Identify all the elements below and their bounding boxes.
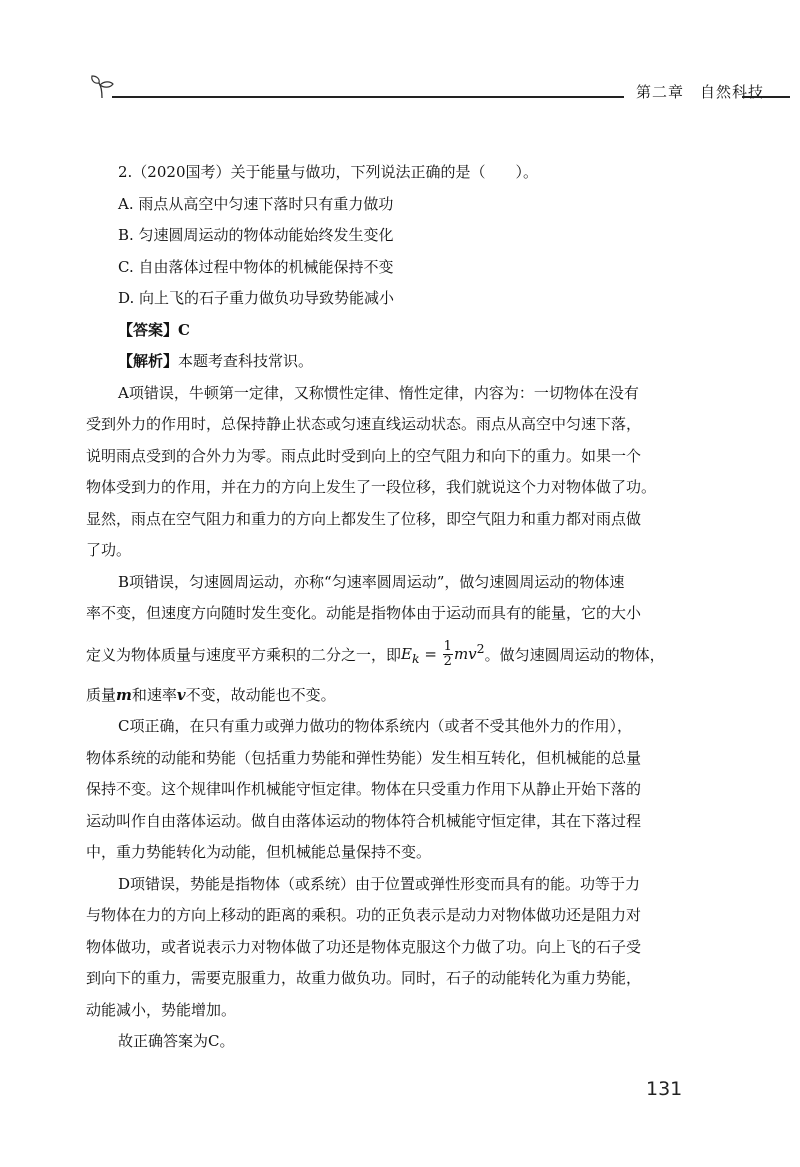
paragraph-b (86, 567, 698, 712)
formula-energy-symbol: E (401, 644, 412, 663)
chapter-title: 第二章 自然科技 (636, 83, 765, 101)
paragraph-b-line: 率不变，但速度方向随时发生变化。动能是指物体由于运动而具有的能量，它的大小 (86, 604, 642, 622)
paragraph-d (86, 869, 698, 1027)
answer-value: C (178, 320, 190, 339)
paragraph-a-line: 说明雨点受到的合外力为零。雨点此时受到向上的空气阻力和向下的重力。如果一个 (86, 446, 642, 465)
paragraph-d-line: 与物体在力的方向上移动的距离的乘积。功的正负表示是动力对物体做功还是阻力对 (86, 906, 642, 924)
paragraph-c-line: 中，重力势能转化为动能，但机械能总量保持不变。 (86, 843, 432, 861)
paragraph-a-line: 受到外力的作用时，总保持静止状态或匀速直线运动状态。雨点从高空中匀速下落， (86, 415, 642, 433)
text-segment: 不变，故动能也不变。 (185, 685, 336, 704)
kinetic-energy-formula-line (86, 630, 698, 672)
formula-fraction (443, 640, 453, 669)
speed-symbol: v (176, 685, 186, 704)
running-header (88, 72, 790, 106)
formula-subscript: k (411, 650, 420, 666)
paragraph-c-line: C项正确，在只有重力或弹力做功的物体系统内（或者不受其他外力的作用）， (118, 717, 632, 735)
analysis-tag: 【解析】 (118, 352, 179, 370)
option-c: C. 自由落体过程中物体的机械能保持不变 (118, 257, 394, 276)
paragraph-d-line: 动能减小，势能增加。 (86, 1000, 237, 1019)
formula-mass: m (453, 644, 469, 663)
option-d: D. 向上飞的石子重力做负功导致势能减小 (118, 289, 395, 307)
paragraph-a-line: 物体受到力的作用，并在力的方向上发生了一段位移，我们就说这个力对物体做了功。 (86, 478, 657, 496)
answer-line (86, 315, 698, 347)
paragraph-c-line: 保持不变。这个规律叫作机械能守恒定律。物体在只受重力作用下从静止开始下落的 (86, 780, 642, 798)
mass-symbol: m (116, 685, 132, 704)
paragraph-a-line: A项错误，牛顿第一定律，又称惯性定律、惰性定律，内容为：一切物体在没有 (118, 383, 639, 402)
paragraph-d-line: 到向下的重力，需要克服重力，故重力做负功。同时，石子的动能转化为重力势能， (86, 969, 642, 987)
page-content (86, 157, 698, 1058)
answer-tag: 【答案】 (118, 320, 179, 339)
page-number: 131 (646, 1078, 683, 1100)
paragraph-b-line: B项错误，匀速圆周运动，亦称“匀速率圆周运动”，做匀速圆周运动的物体速 (118, 572, 625, 591)
formula-equals: = (419, 644, 442, 663)
header-rule-right (742, 96, 790, 98)
formula-suffix: 。做匀速圆周运动的物体， (484, 645, 665, 664)
text-segment: 质量 (86, 685, 117, 704)
formula-spacer (86, 672, 698, 680)
formula-velocity: v (468, 644, 477, 663)
paragraph-a (86, 378, 698, 567)
formula-prefix: 定义为物体质量与速度平方乘积的二分之一，即 (86, 645, 402, 664)
formula-numerator: 1 (443, 639, 452, 654)
paragraph-c-line: 运动叫作自由落体运动。做自由落体运动的物体符合机械能守恒定律，其在下落过程 (86, 811, 642, 830)
paragraph-d-line: 物体做功，或者说表示力对物体做了功还是物体克服这个力做了功。向上飞的石子受 (86, 937, 642, 956)
paragraph-c-line: 物体系统的动能和势能（包括重力势能和弹性势能）发生相互转化，但机械能的总量 (86, 748, 642, 767)
option-b: B. 匀速圆周运动的物体动能始终发生变化 (118, 226, 394, 244)
paragraph-d-line: D项错误，势能是指物体（或系统）由于位置或弹性形变而具有的能。功等于力 (118, 874, 641, 893)
kinetic-energy-formula (401, 630, 485, 672)
paragraph-a-line: 显然，雨点在空气阻力和重力的方向上都发生了位移，即空气阻力和重力都对雨点做 (86, 509, 642, 528)
conclusion: 故正确答案为C。 (118, 1032, 235, 1050)
question-stem: 2.（2020国考）关于能量与做功，下列说法正确的是（ ）。 (118, 163, 538, 181)
formula-exponent: 2 (476, 640, 485, 656)
formula-denominator: 2 (443, 654, 452, 669)
analysis-intro: 本题考查科技常识。 (178, 352, 314, 370)
paragraph-b-last-line (86, 680, 698, 712)
text-segment: 和速率 (131, 685, 177, 704)
paragraph-a-line: 了功。 (86, 541, 132, 559)
analysis-line (86, 346, 698, 378)
paragraph-c (86, 711, 698, 869)
option-a: A. 雨点从高空中匀速下落时只有重力做功 (118, 194, 394, 213)
header-rule-left (112, 96, 624, 98)
